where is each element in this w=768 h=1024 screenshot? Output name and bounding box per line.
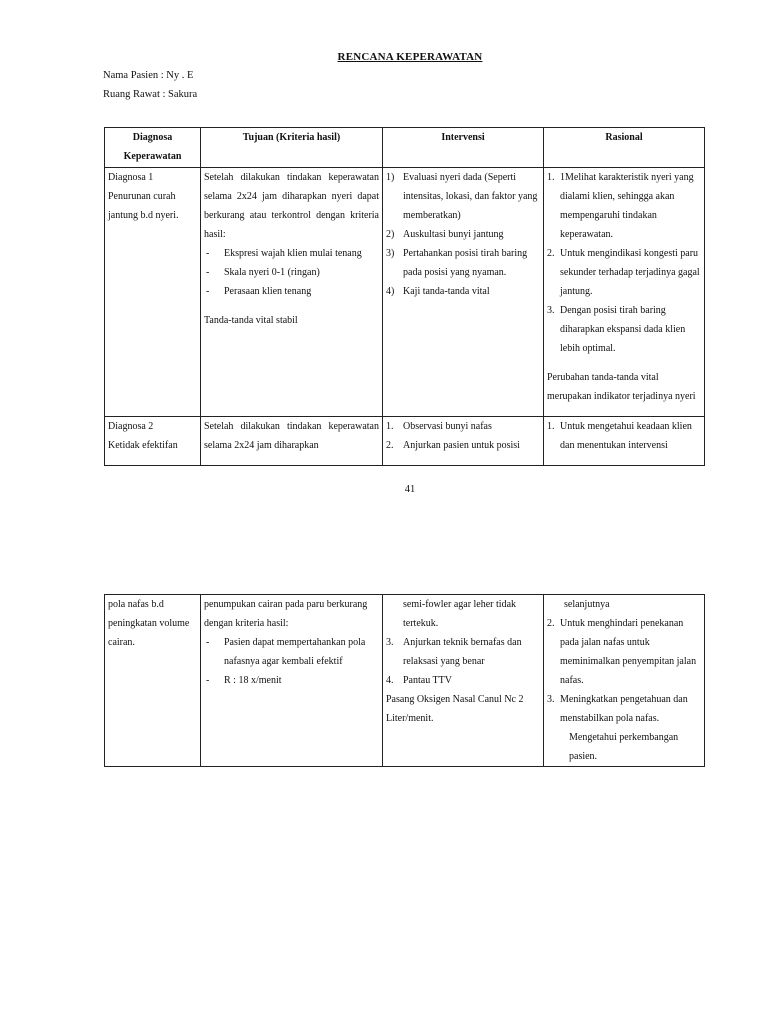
- diagnosis-cell: [105, 168, 201, 417]
- list-item: 2. Untuk menghindari penekanan pada jalan nafas untuk meminimalkan penyempitan jalan nafas.: [547, 618, 697, 686]
- care-plan-table: [104, 127, 705, 466]
- list-item: 3. Anjurkan teknik bernafas dan relaksasi yang benar: [386, 637, 522, 667]
- list-item: 2) Auskultasi bunyi jantung: [386, 229, 504, 240]
- list-item: - Ekspresi wajah klien mulai tenang: [206, 248, 362, 259]
- criteria-list: [204, 633, 379, 690]
- goal-note: Tanda-tanda vital stabil: [204, 315, 298, 326]
- table-row: [105, 417, 705, 466]
- intervention-list: [386, 633, 540, 690]
- diagnosis-desc-line: Ketidak efektifan: [108, 440, 178, 451]
- list-item: - Skala nyeri 0-1 (ringan): [206, 267, 320, 278]
- diagnosis-desc-line: jantung b.d nyeri.: [108, 210, 179, 221]
- diagnosis-name: Diagnosa 1: [108, 172, 154, 183]
- goal-cell: [201, 168, 383, 417]
- table-header-row: [105, 128, 705, 168]
- intervention-list: [386, 417, 540, 455]
- rationale-cell: [544, 168, 705, 417]
- list-item: 3. Meningkatkan pengetahuan dan menstabilkan pola nafas.: [547, 694, 688, 724]
- intervention-cell: [383, 417, 544, 466]
- patient-name: Nama Pasien : Ny . E: [103, 70, 194, 81]
- rationale-list: [547, 614, 701, 728]
- list-item: 1) Evaluasi nyeri dada (Seperti intensitas, lokasi, dan faktor yang memberatkan): [386, 172, 538, 221]
- list-item: 3. Dengan posisi tirah baring diharapkan ekspansi dada klien lebih optimal.: [547, 305, 686, 354]
- criteria-list: [204, 244, 379, 301]
- goal-intro-continued: penumpukan cairan pada paru berkurang dengan kriteria hasil:: [204, 599, 368, 629]
- list-item: 1. Observasi bunyi nafas: [386, 421, 492, 432]
- header-tujuan: Tujuan (Kriteria hasil): [201, 128, 383, 168]
- diagnosis-desc-line: Penurunan curah: [108, 191, 176, 202]
- intervention-continued: semi-fowler agar leher tidak tertekuk.: [403, 599, 517, 629]
- page-title: RENCANA KEPERAWATAN: [337, 51, 483, 63]
- list-item: 2. Untuk mengindikasi kongesti paru sekunder terhadap terjadinya gagal jantung.: [547, 248, 700, 297]
- diagnosis-desc-line: pola nafas b.d: [108, 599, 164, 610]
- diagnosis-cell: [105, 417, 201, 466]
- list-item: 2. Anjurkan pasien untuk posisi: [386, 440, 520, 451]
- header-diagnosa: [105, 128, 201, 168]
- intervention-list: [386, 168, 540, 301]
- list-item: - R : 18 x/menit: [206, 675, 282, 686]
- rationale-list: [547, 168, 701, 358]
- diagnosis-cell: [105, 595, 201, 767]
- goal-intro: Setelah dilakukan tindakan keperawatan selama 2x24 jam diharapkan nyeri dapat berkurang atau terkontrol dengan kriteria hasil:: [204, 172, 379, 240]
- rationale-note: Mengetahui perkembangan pasien.: [569, 732, 679, 762]
- list-item: - Perasaan klien tenang: [206, 286, 312, 297]
- care-plan-table-continued: [104, 594, 705, 767]
- table-row: [105, 168, 705, 417]
- ward-name: Ruang Rawat : Sakura: [103, 89, 198, 100]
- list-item: 3) Pertahankan posisi tirah baring pada posisi yang nyaman.: [386, 248, 528, 278]
- table-row: [105, 595, 705, 767]
- header-diagnosa-line2: Keperawatan: [123, 151, 182, 162]
- diagnosis-desc-line: cairan.: [108, 637, 135, 648]
- list-item: 1. Untuk mengetahui keadaan klien dan menentukan intervensi: [547, 421, 692, 451]
- intervention-cell: [383, 595, 544, 767]
- intervention-cell: [383, 168, 544, 417]
- rationale-cell: [544, 417, 705, 466]
- goal-cell: [201, 417, 383, 466]
- list-item: 4. Pantau TTV: [386, 675, 452, 686]
- goal-intro: Setelah dilakukan tindakan keperawatan selama 2x24 jam diharapkan: [204, 421, 379, 451]
- rationale-cell: [544, 595, 705, 767]
- rationale-continued: selanjutnya: [564, 599, 610, 610]
- page-number: 41: [404, 484, 416, 495]
- header-rasional: Rasional: [544, 128, 705, 168]
- goal-cell: [201, 595, 383, 767]
- diagnosis-name: Diagnosa 2: [108, 421, 154, 432]
- header-intervensi: Intervensi: [383, 128, 544, 168]
- rationale-note: Perubahan tanda-tanda vital merupakan indikator terjadinya nyeri: [547, 372, 696, 402]
- header-diagnosa-line1: Diagnosa: [132, 132, 173, 143]
- diagnosis-desc-line: peningkatan volume: [108, 618, 190, 629]
- list-item: - Pasien dapat mempertahankan pola nafasnya agar kembali efektif: [206, 637, 366, 667]
- list-item: 4) Kaji tanda-tanda vital: [386, 286, 490, 297]
- intervention-note: Pasang Oksigen Nasal Canul Nc 2 Liter/menit.: [386, 694, 524, 724]
- list-item: 1. 1Melihat karakteristik nyeri yang dialami klien, sehingga akan mempengaruhi tindakan keperawatan.: [547, 172, 694, 240]
